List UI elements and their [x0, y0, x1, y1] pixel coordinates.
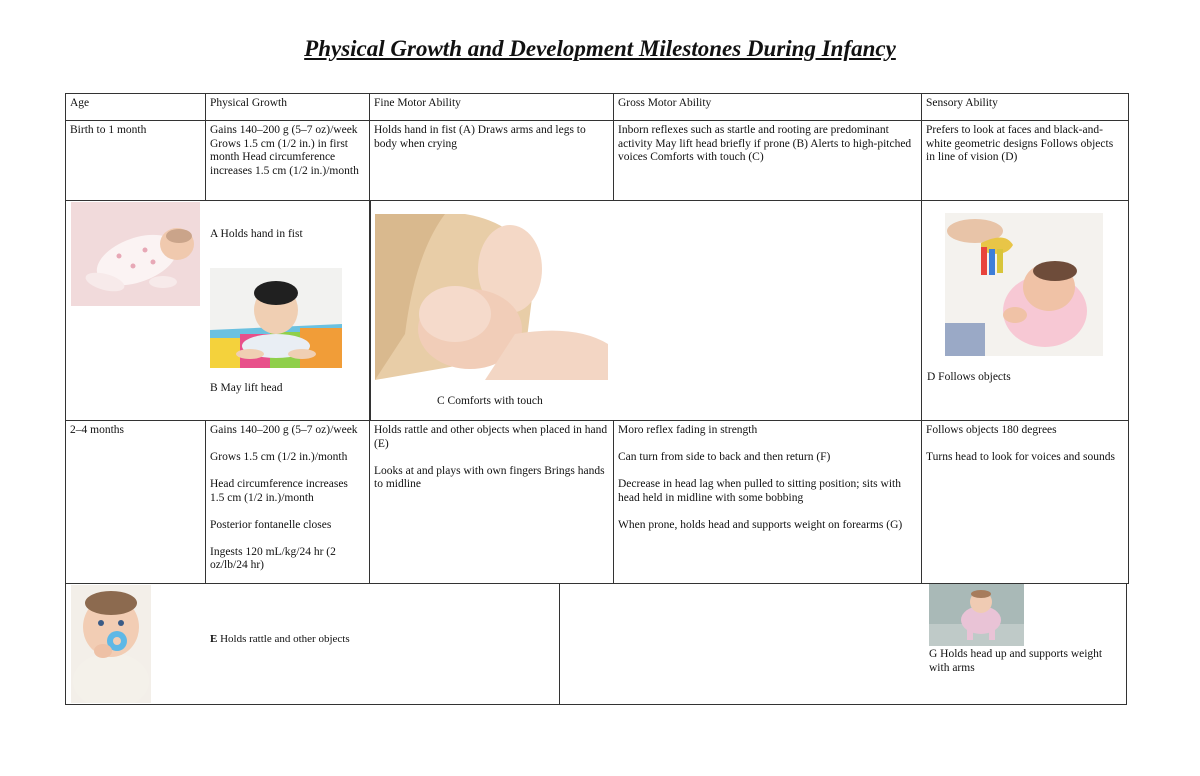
photo-baby-following-toy	[945, 213, 1103, 356]
row2-gross	[613, 420, 922, 584]
photo-mother-comforting	[375, 214, 608, 380]
row2-physical-4: Posterior fontanelle closes	[210, 518, 332, 531]
row2-fine-2: Looks at and plays with own fingers Brings hands to midline	[374, 464, 605, 490]
caption-a: A Holds hand in fist	[210, 228, 303, 240]
photo-baby-on-mat	[210, 268, 342, 368]
caption-c: C Comforts with touch	[437, 395, 543, 407]
row2-physical-1: Gains 140–200 g (5–7 oz)/week	[210, 424, 358, 436]
row2-gross-1: Moro reflex fading in strength	[618, 424, 758, 436]
caption-e-letter: E	[210, 633, 218, 645]
caption-b: B May lift head	[210, 382, 283, 394]
caption-d: D Follows objects	[927, 371, 1011, 383]
row2-age: 2–4 months	[65, 420, 206, 584]
row2-fine	[369, 420, 614, 584]
photo-row2-cell-g	[559, 583, 1127, 705]
row2-sensory	[921, 420, 1129, 584]
row2-gross-3: Decrease in head lag when pulled to sitting position; sits with head held in midline with some bobbing	[618, 478, 901, 504]
header-sensory: Sensory Ability	[921, 93, 1129, 121]
row1-fine: Holds hand in fist (A) Draws arms and legs to body when crying	[369, 120, 614, 201]
row2-physical-3: Head circumference increases 1.5 cm (1/2 in.)/month	[210, 478, 348, 504]
photo-baby-on-forearms	[929, 584, 1024, 646]
photo-newborn-lying	[71, 202, 200, 306]
header-age: Age	[65, 93, 206, 121]
row1-physical: Gains 140–200 g (5–7 oz)/week Grows 1.5 cm (1/2 in.) in first month Head circumference increases 1.5 cm (1/2 in.)/month	[205, 120, 370, 201]
row2-fine-1: Holds rattle and other objects when placed in hand (E)	[374, 424, 608, 450]
row2-physical	[205, 420, 370, 584]
row2-sensory-2: Turns head to look for voices and sounds	[926, 451, 1115, 463]
row1-age: Birth to 1 month	[65, 120, 206, 201]
photo-baby-with-rattle	[71, 585, 151, 703]
row1-gross: Inborn reflexes such as startle and rooting are predominant activity May lift head briefly if prone (B) Alerts to high-pitched voices Comforts with touch (C)	[613, 120, 922, 201]
caption-g: G Holds head up and supports weight with arms	[929, 648, 1103, 674]
row2-gross-4: When prone, holds head and supports weight on forearms (G)	[618, 518, 903, 531]
caption-e-text: Holds rattle and other objects	[217, 633, 350, 645]
row2-physical-5: Ingests 120 mL/kg/24 hr (2 oz/lb/24 hr)	[210, 545, 336, 571]
row2-gross-2: Can turn from side to back and then return (F)	[618, 451, 831, 463]
header-fine: Fine Motor Ability	[369, 93, 614, 121]
row1-sensory: Prefers to look at faces and black-and-white geometric designs Follows objects in line of vision (D)	[921, 120, 1129, 201]
page-title: Physical Growth and Development Milestones During Infancy	[304, 36, 896, 61]
caption-e	[210, 633, 350, 647]
header-gross: Gross Motor Ability	[613, 93, 922, 121]
header-physical: Physical Growth	[205, 93, 370, 121]
row2-sensory-1: Follows objects 180 degrees	[926, 424, 1057, 436]
row2-physical-2: Grows 1.5 cm (1/2 in.)/month	[210, 451, 348, 463]
